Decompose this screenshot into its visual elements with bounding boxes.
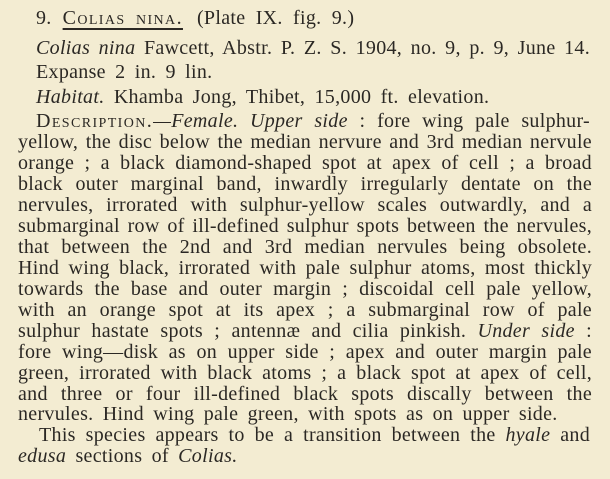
text-segment: with an orange spot at its apex ; a submarginal row of pale [18, 299, 592, 321]
habitat-label: Habitat. [36, 86, 105, 108]
description-line [18, 215, 592, 237]
description-line [18, 383, 592, 405]
plate-reference: (Plate IX. fig. 9.) [196, 7, 355, 29]
text-segment: green, irrorated with black atoms ; a black spot at apex of cell, [18, 362, 592, 384]
italic-taxon-name: hyale [505, 424, 551, 446]
text-segment: yellow, the disc below the median nervure and 3rd median nervule [18, 131, 592, 153]
text-segment: sulphur hastate spots ; antennæ and cilia pinkish. [18, 320, 478, 342]
species-name: Colias nina. [62, 7, 183, 29]
description-line [18, 152, 592, 174]
text-segment: orange ; a black diamond-shaped spot at apex of cell ; a broad [18, 152, 592, 174]
description-line [18, 341, 592, 363]
entry-heading [36, 7, 590, 29]
citation-line [36, 37, 590, 59]
text-segment: black outer marginal band, inwardly irregularly dentate on the [18, 173, 592, 195]
text-segment: nervules, irrorated with sulphur-yellow scales outwardly, and a [18, 194, 592, 216]
text-segment: Hind wing black, irrorated with pale sulphur atoms, most thickly [18, 257, 592, 279]
italic-genus-name: Colias. [178, 445, 238, 467]
entry-number: 9. [36, 7, 52, 29]
citation-species-name: Colias nina [36, 37, 136, 59]
remark-line [18, 445, 592, 467]
description-line [18, 299, 592, 321]
description-line [18, 403, 592, 425]
habitat-text: Khamba Jong, Thibet, 15,000 ft. elevation. [104, 86, 490, 108]
expanse-text: Expanse 2 in. 9 lin. [36, 61, 213, 83]
text-segment: : [574, 320, 592, 342]
remark-line [39, 424, 590, 446]
text-segment: and [550, 424, 591, 446]
description-line [18, 362, 592, 384]
sex-and-side-label: —Female. Upper side [153, 110, 348, 132]
description-line [18, 257, 592, 279]
text-segment: : fore wing pale sulphur- [347, 110, 590, 132]
citation-reference: Fawcett, Abstr. P. Z. S. 1904, no. 9, p. 9, June 14. [135, 37, 591, 59]
text-segment: submarginal row of ill-defined sulphur spots between the nervules, [18, 215, 592, 237]
description-label: Description. [36, 110, 154, 132]
description-line [18, 236, 592, 258]
habitat-line [36, 86, 590, 108]
text-segment: that between the 2nd and 3rd median nervules being obsolete. [18, 236, 592, 258]
text-segment: and three or four ill-defined black spots discally between the [18, 383, 592, 405]
description-line [18, 194, 592, 216]
description-line [18, 320, 592, 342]
description-line [18, 131, 592, 153]
text-segment: towards the base and outer margin ; discoidal cell pale yellow, [18, 278, 592, 300]
text-segment: sections of [66, 445, 179, 467]
description-line [36, 110, 590, 132]
description-line [18, 173, 592, 195]
under-side-label: Under side [477, 320, 575, 342]
text-segment: fore wing—disk as on upper side ; apex and outer margin pale [18, 341, 592, 363]
expanse-line [36, 61, 590, 83]
text-segment: nervules. Hind wing pale green, with spots as on upper side. [18, 403, 558, 425]
text-segment: This species appears to be a transition between the [39, 424, 506, 446]
description-line [18, 278, 592, 300]
italic-taxon-name: edusa [18, 445, 67, 467]
